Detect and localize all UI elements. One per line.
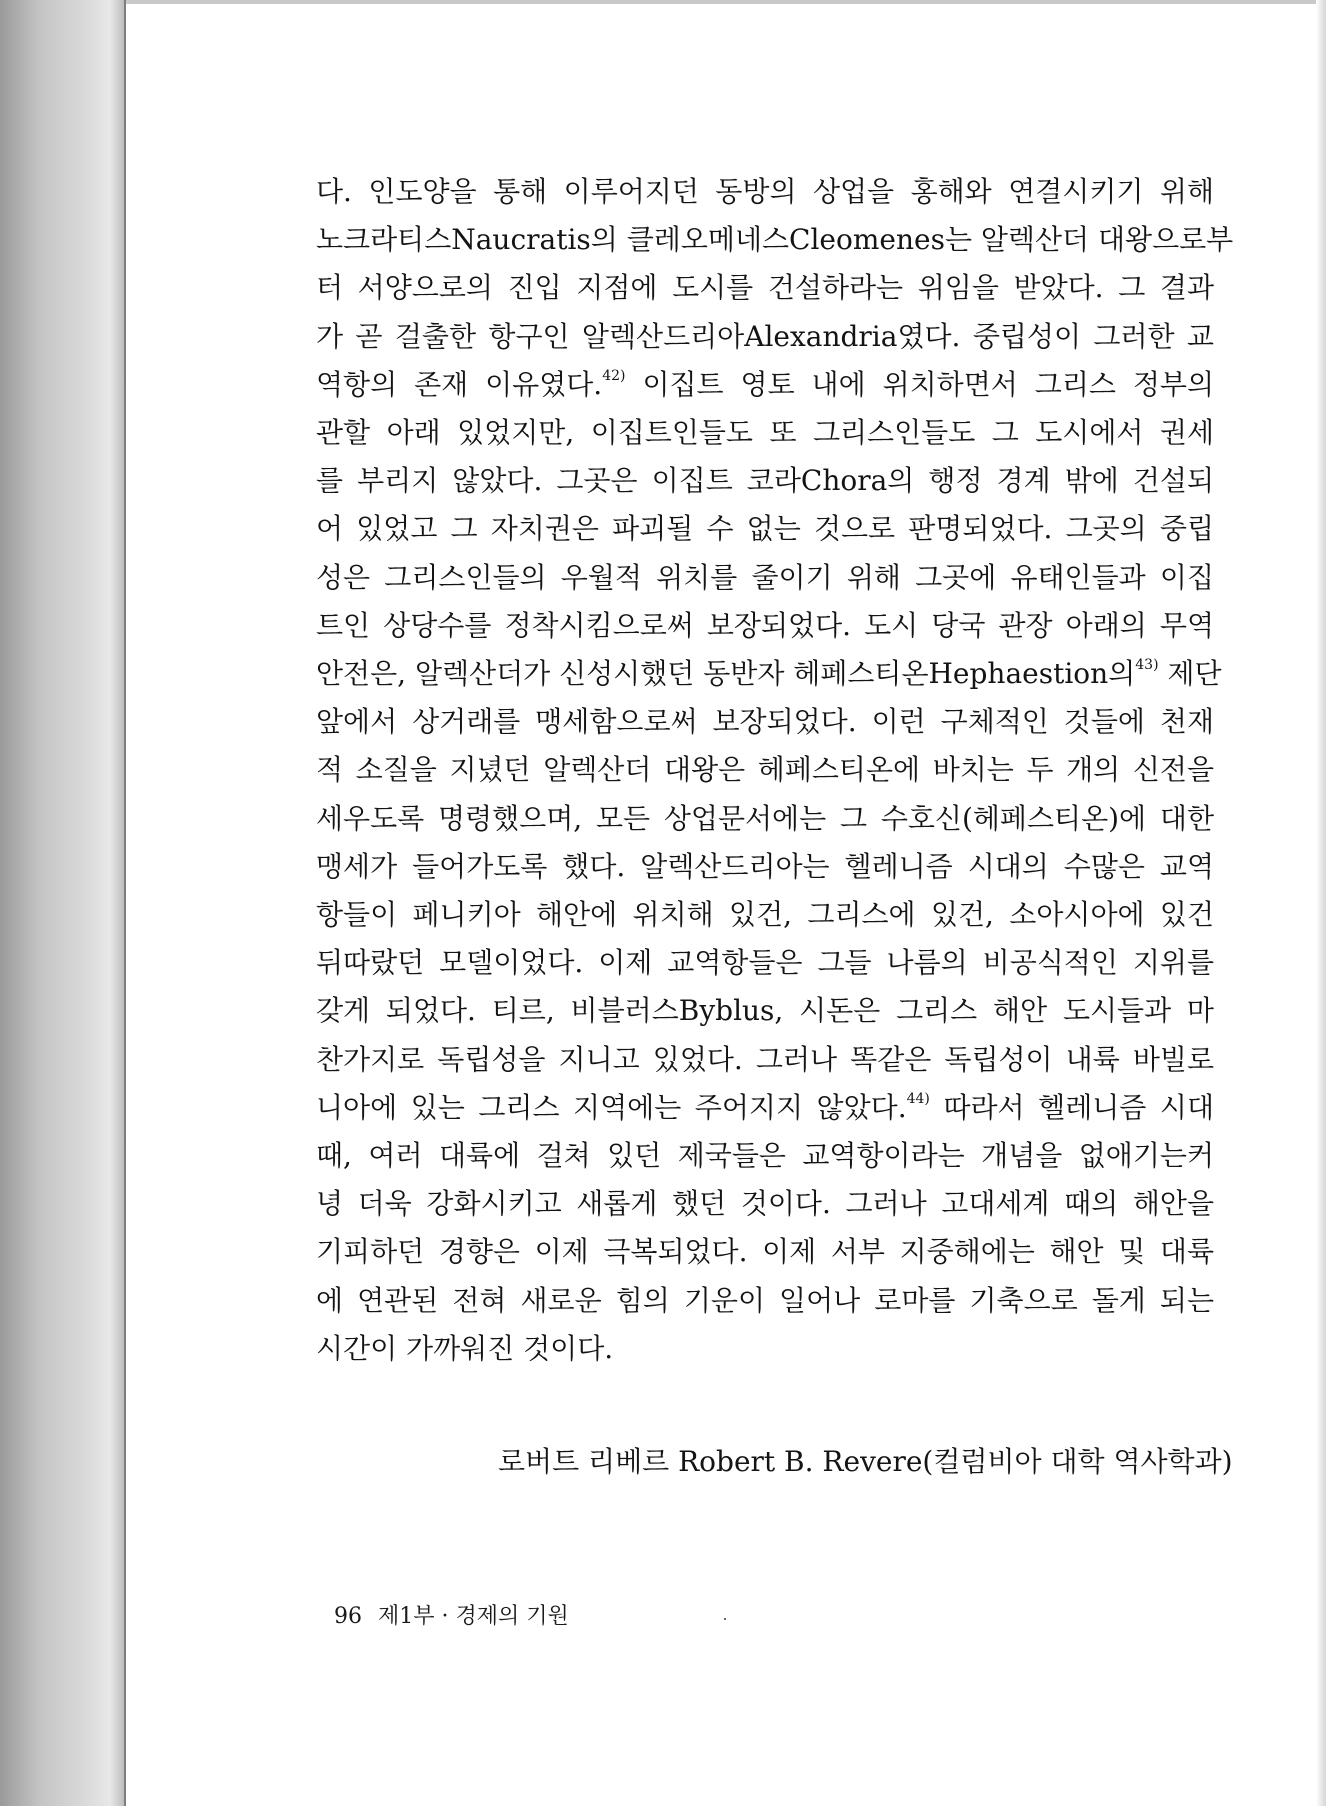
text-line: 관할 아래 있었지만, 이집트인들도 또 그리스인들도 그 도시에서 권세 <box>316 416 1214 450</box>
text-line <box>316 650 1222 698</box>
text-line: 를 부리지 않았다. 그곳은 이집트 코라Chora의 행정 경계 밖에 건설되 <box>316 464 1214 498</box>
text-segment: 이집트 영토 내에 위치하면서 그리스 정부의 <box>625 367 1214 401</box>
text-line: 트인 상당수를 정착시킴으로써 보장되었다. 도시 당국 관장 아래의 무역 <box>316 608 1214 642</box>
body-paragraph <box>316 168 1234 1373</box>
text-line: 갖게 되었다. 티르, 비블러스Byblus, 시돈은 그리스 해안 도시들과 마 <box>316 994 1214 1028</box>
author-attribution: 로버트 리베르 Robert B. Revere(컬럼비아 대학 역사학과) <box>498 1445 1233 1478</box>
text-segment: 따라서 헬레니즘 시대 <box>929 1090 1214 1124</box>
page-top-shadow <box>126 0 1326 4</box>
book-edge <box>0 0 124 1806</box>
footnote-marker-44: 44) <box>906 1090 930 1107</box>
text-line: 기피하던 경향은 이제 극복되었다. 이제 서부 지중해에는 해안 및 대륙 <box>316 1235 1214 1269</box>
text-line: 녕 더욱 강화시키고 새롭게 했던 것이다. 그러나 고대세계 때의 해안을 <box>316 1187 1214 1221</box>
running-title: 제1부 · 경제의 기원 <box>378 1604 569 1629</box>
page-right-shadow <box>1316 0 1326 1806</box>
text-segment: 안전은, 알렉산더가 신성시했던 동반자 헤페스티온Hephaestion의 <box>316 657 1136 691</box>
footnote-marker-43: 43) <box>1135 657 1159 674</box>
print-speck <box>724 1618 726 1620</box>
text-line: 때, 여러 대륙에 걸쳐 있던 제국들은 교역항이라는 개념을 없애기는커 <box>316 1139 1214 1173</box>
text-segment: 니아에 있는 그리스 지역에는 주어지지 않았다. <box>316 1090 907 1124</box>
page-edge-line <box>124 0 126 1806</box>
page-number: 96 <box>334 1604 362 1629</box>
text-line: 찬가지로 독립성을 지니고 있었다. 그러나 똑같은 독립성이 내륙 바빌로 <box>316 1042 1214 1076</box>
text-line: 성은 그리스인들의 우월적 위치를 줄이기 위해 그곳에 유태인들과 이집 <box>316 560 1214 594</box>
text-line: 어 있었고 그 자치권은 파괴될 수 없는 것으로 판명되었다. 그곳의 중립 <box>316 512 1214 546</box>
footnote-marker-42: 42) <box>602 367 626 384</box>
text-line: 세우도록 명령했으며, 모든 상업문서에는 그 수호신(헤페스티온)에 대한 <box>316 801 1214 835</box>
text-line: 시간이 가까워진 것이다. <box>316 1331 614 1365</box>
text-line <box>316 361 1214 409</box>
text-line: 에 연관된 전혀 새로운 힘의 기운이 일어나 로마를 기축으로 돌게 되는 <box>316 1283 1214 1317</box>
text-line: 다. 인도양을 통해 이루어지던 동방의 상업을 홍해와 연결시키기 위해 <box>316 175 1214 208</box>
text-segment: 역항의 존재 이유였다. <box>316 367 603 401</box>
text-segment: 제단 <box>1158 657 1222 691</box>
text-line: 맹세가 들어가도록 했다. 알렉산드리아는 헬레니즘 시대의 수많은 교역 <box>316 849 1214 883</box>
text-line: 터 서양으로의 진입 지점에 도시를 건설하라는 위임을 받았다. 그 결과 <box>316 271 1214 305</box>
text-line: 뒤따랐던 모델이었다. 이제 교역항들은 그들 나름의 비공식적인 지위를 <box>316 946 1214 980</box>
text-line: 적 소질을 지녔던 알렉산더 대왕은 헤페스티온에 바치는 두 개의 신전을 <box>316 753 1214 787</box>
text-line: 노크라티스Naucratis의 클레오메네스Cleomenes는 알렉산더 대왕으로부 <box>316 223 1234 257</box>
text-line <box>316 1084 1214 1132</box>
text-line: 가 곧 걸출한 항구인 알렉산드리아Alexandria였다. 중립성이 그러한 교 <box>316 319 1214 353</box>
text-line: 앞에서 상거래를 맹세함으로써 보장되었다. 이런 구체적인 것들에 천재 <box>316 705 1214 739</box>
text-line: 항들이 페니키아 해안에 위치해 있건, 그리스에 있건, 소아시아에 있건 <box>316 898 1214 932</box>
page-footer <box>334 1602 569 1632</box>
